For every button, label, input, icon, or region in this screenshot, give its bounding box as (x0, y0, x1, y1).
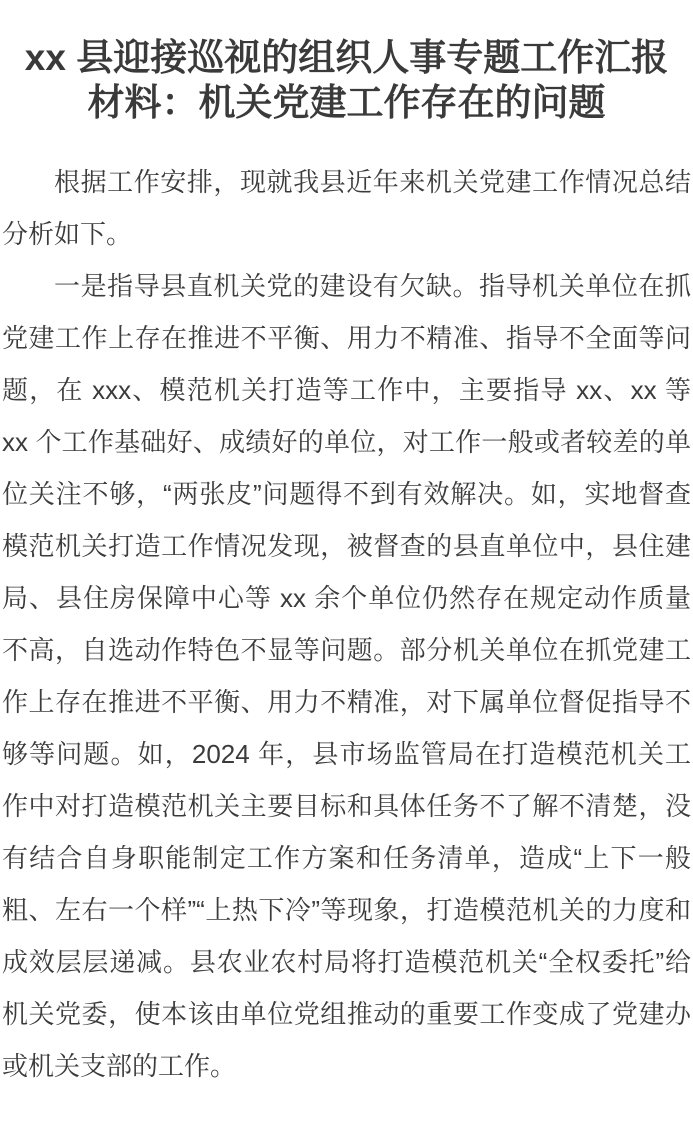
document-page (0, 35, 693, 1092)
paragraph-body: 一是指导县直机关党的建设有欠缺。指导机关单位在抓党建工作上存在推进不平衡、用力不精准、指导不全面等问题，在 xxx、模范机关打造等工作中，主要指导 xx、xx 等 xx 个工作基础好、成绩好的单位，对工作一般或者较差的单位关注不够，“两张皮”问题得不到有效解决。如，实地督查模范机关打造工作情况发现，被督查的县直单位中，县住建局、县住房保障中心等 xx 余个单位仍然存在规定动作质量不高，自选动作特色不显等问题。部分机关单位在抓党建工作上存在推进不平衡、用力不精准，对下属单位督促指导不够等问题。如，2024 年，县市场监管局在打造模范机关工作中对打造模范机关主要目标和具体任务不了解不清楚，没有结合自身职能制定工作方案和任务清单，造成“上下一般粗、左右一个样”“上热下冷”等现象，打造模范机关的力度和成效层层递减。县农业农村局将打造模范机关“全权委托”给机关党委，使本该由单位党组推动的重要工作变成了党建办或机关支部的工作。 (2, 271, 691, 1081)
paragraph-intro: 根据工作安排，现就我县近年来机关党建工作情况总结分析如下。 (2, 167, 691, 249)
document-title: xx 县迎接巡视的组织人事专题工作汇报材料：机关党建工作存在的问题 (24, 37, 669, 123)
